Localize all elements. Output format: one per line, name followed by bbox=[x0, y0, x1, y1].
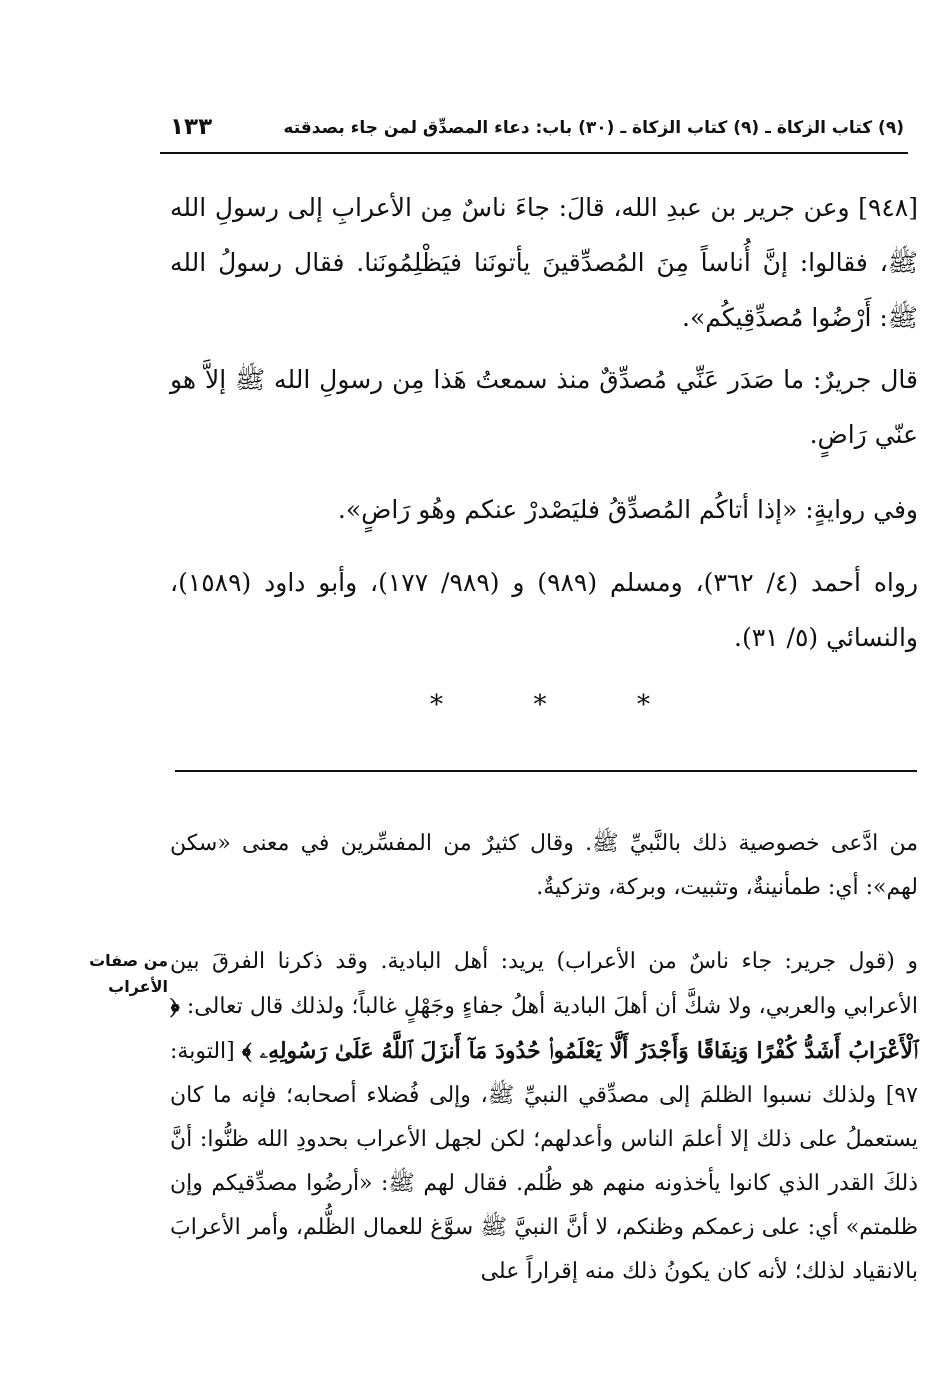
margin-note-line: من صفات bbox=[89, 951, 168, 970]
hadith-text bbox=[170, 180, 918, 345]
separator-star: * bbox=[430, 690, 443, 720]
commentary-block-1 bbox=[170, 822, 918, 910]
separator-star: * bbox=[533, 690, 547, 720]
commentary-text: [التوبة: ٩٧] ولذلك نسبوا الظلمَ إلى مصدِّقي النبيِّ ﷺ، وإلى فُضلاء أصحابه؛ فإنه ما كان يستعملُ على ذلك إلا أعلمَ الناس وأعدلهم؛ لكن لجهل الأعراب بحدودِ الله ظنُّوا: أنَّ ذلكَ القدر الذي كانوا يأخذونه منهم هو ظُلم. فقال لهم ﷺ: «أرضُوا مصدِّقيكم وإن ظلمتم» أي: على زعمكم وظنكم، لا أنَّ النبيَّ ﷺ سوَّغ للعمال الظُّلم، وأمر الأعرابَ بالانقياد لذلك؛ لأنه كان يكونُ ذلك منه إقراراً على bbox=[170, 1039, 918, 1284]
section-separator bbox=[430, 690, 650, 720]
margin-note bbox=[72, 948, 168, 1000]
body-paragraph: قال جريرٌ: ما صَدَر عَنِّي مُصدِّقٌ منذ سمعتُ هَذا مِن رسولِ الله ﷺ إلاَّ هو عنّي رَاضٍ. bbox=[170, 365, 918, 449]
alternate-narration bbox=[170, 482, 918, 537]
margin-note-line: الأعراب bbox=[108, 977, 168, 996]
body-paragraph: وفي روايةٍ: «إذا أتاكُم المُصدِّقُ فليَصْدرْ عنكم وهُو رَاضٍ». bbox=[337, 495, 918, 524]
footnote-divider bbox=[175, 770, 917, 772]
hadith-paragraph: [٩٤٨] وعن جرير بن عبدِ الله، قالَ: جاءَ ناسٌ مِن الأعرابِ إلى رسولِ الله ﷺ، فقالوا: إنَّ أُناساً مِنَ المُصدِّقينَ يأتونَنا فيَظْلِمُونَنا. فقال رسولُ الله ﷺ: أَرْضُوا مُصدِّقِيكُم». bbox=[170, 193, 918, 332]
page-number: ١٣٣ bbox=[170, 114, 213, 140]
running-title: (٩) كتاب الزكاة ـ (٩) كتاب الزكاة ـ (٣٠) باب: دعاء المصدِّق لمن جاء بصدقته bbox=[283, 118, 904, 138]
commentary-paragraph: من ادَّعى خصوصية ذلك بالنَّبيِّ ﷺ. وقال كثيرٌ من المفسِّرين في معنى «سكن لهم»: أي: طمأنينةٌ، وتثبيت، وبركة، وتزكيةٌ. bbox=[170, 831, 918, 900]
source-references bbox=[170, 555, 918, 665]
commentary-paragraph bbox=[170, 940, 918, 1294]
commentary-text: و (قول جرير: جاء ناسٌ من الأعراب) يريد: أهل البادية. وقد ذكرنا الفرقَ بين الأعرابي والعربي، ولا شكَّ أن أهلَ البادية أهلُ جفاءٍ وجَهْلٍ غالباً؛ ولذلك قال تعالى: bbox=[170, 949, 918, 1019]
quran-verse: ﴿ ٱلْأَعْرَابُ أَشَدُّ كُفْرًا وَنِفَاقًا وَأَجْدَرُ أَلَّا يَعْلَمُوا۟ حُدُودَ مَآ أَنزَلَ ٱللَّهُ عَلَىٰ رَسُولِهِۦ ﴾ bbox=[170, 993, 918, 1064]
body-paragraph: رواه أحمد (٤/ ٣٦٢)، ومسلم (٩٨٩) و (٩٨٩/ ١٧٧)، وأبو داود (١٥٨٩)، والنسائي (٥/ ٣١). bbox=[170, 568, 919, 652]
separator-star: * bbox=[637, 690, 650, 720]
commentary-block-2 bbox=[170, 940, 918, 1294]
jarir-statement bbox=[170, 352, 918, 462]
page-header bbox=[160, 112, 908, 154]
